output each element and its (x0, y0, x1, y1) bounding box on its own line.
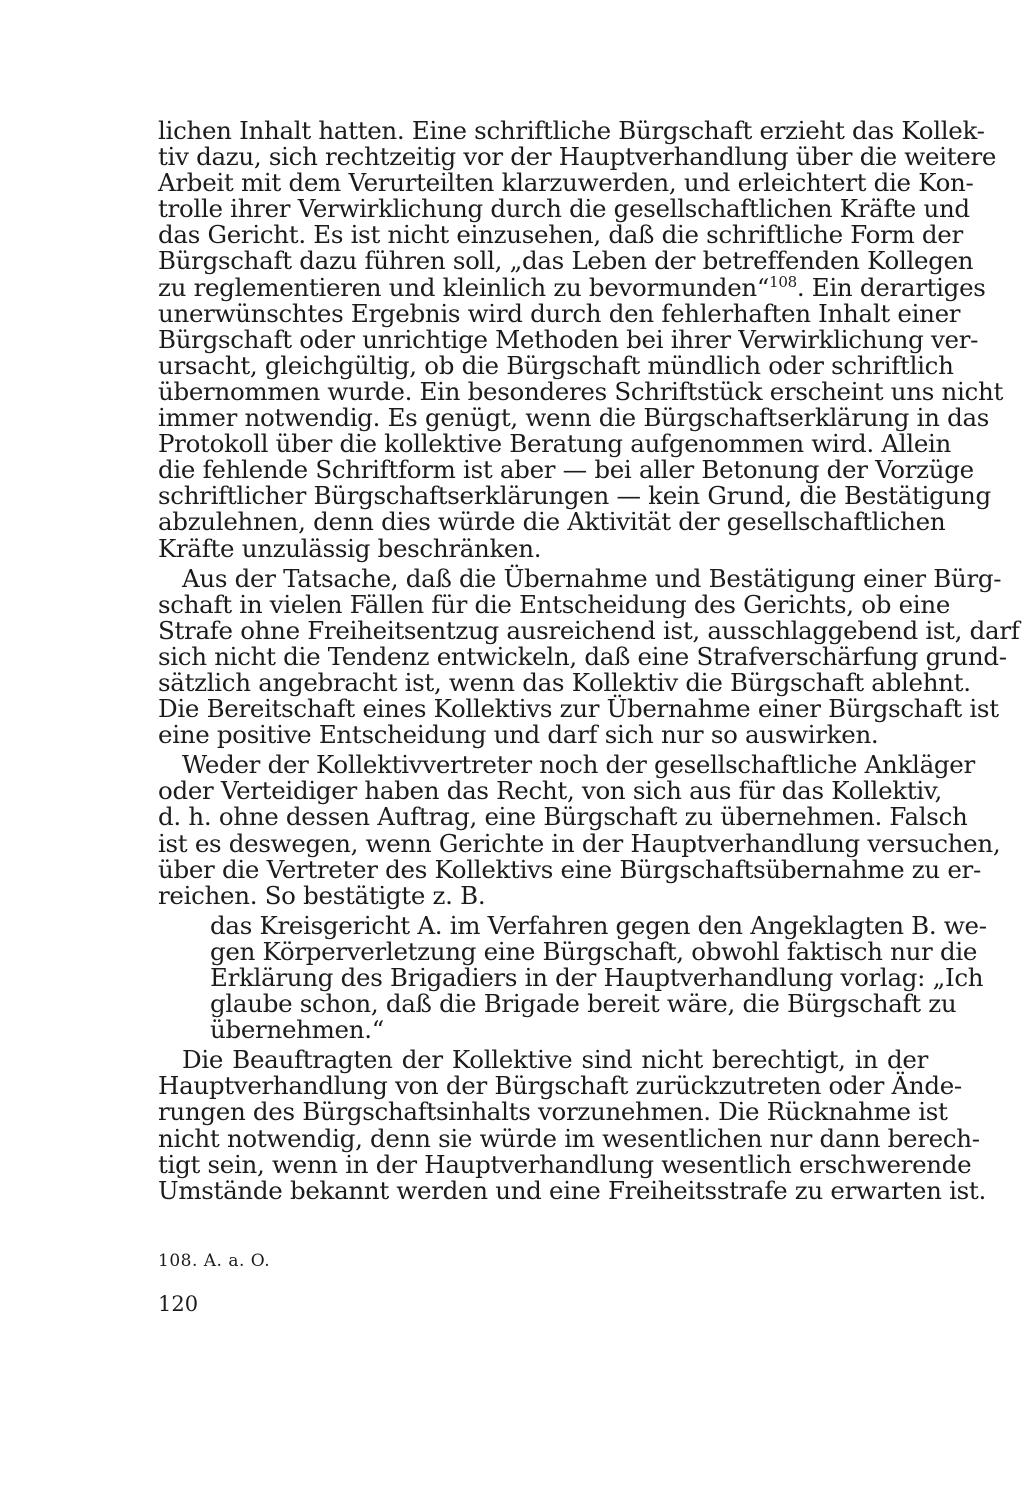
text-line: über die Vertreter des Kollektivs eine Bürgschaftsübernahme zu er- (158, 854, 981, 884)
text-line: reichen. So bestätigte z. B. (158, 880, 486, 910)
text-line: trolle ihrer Verwirklichung durch die gesellschaftlichen Kräfte und (158, 194, 970, 224)
text-line: Erklärung des Brigadiers in der Hauptverhandlung vorlag: „Ich (210, 963, 984, 992)
text-line: ursacht, gleichgültig, ob die Bürgschaft mündlich oder schriftlich (158, 350, 954, 380)
text-line: Umstände bekannt werden und eine Freiheitsstrafe zu erwarten ist. (158, 1175, 986, 1205)
text-line: Die Beauftragten der Kollektive sind nicht berechtigt, in der (182, 1045, 928, 1075)
text-line: Arbeit mit dem Verurteilten klarzuwerden, und erleichtert die Kon- (158, 168, 974, 198)
text-line: zu reglementieren und kleinlich zu bevormunden“$^{108}$. Ein derartiges (158, 272, 986, 302)
text-line: unerwünschtes Ergebnis wird durch den fehlerhaften Inhalt einer (158, 298, 961, 328)
text-line: gen Körperverletzung eine Bürgschaft, obwohl faktisch nur die (210, 936, 978, 966)
text-line: immer notwendig. Es genügt, wenn die Bürgschaftserklärung in das (158, 403, 990, 433)
text-line: übernommen wurde. Ein besonderes Schriftstück erscheint uns nicht (158, 376, 1003, 406)
text-line: Bürgschaft oder unrichtige Methoden bei ihrer Verwirklichung ver- (158, 324, 979, 354)
text-line: tigt sein, wenn in der Hauptverhandlung wesentlich erschwerende (158, 1149, 972, 1179)
page-number: 120 (158, 1292, 199, 1316)
text-line: lichen Inhalt hatten. Eine schriftliche Bürgschaft erzieht das Kollek- (158, 116, 985, 145)
text-line: Protokoll über die kollektive Beratung aufgenommen wird. Allein (158, 429, 952, 459)
text-line: sätzlich angebracht ist, wenn das Kollektiv die Bürgschaft ablehnt. (158, 667, 971, 697)
text-line: Strafe ohne Freiheitsentzug ausreichend ist, ausschlaggebend ist, darf (158, 615, 1020, 645)
text-line: glaube schon, daß die Brigade bereit wäre, die Bürgschaft zu (210, 989, 957, 1019)
text-line: Bürgschaft dazu führen soll, „das Leben der betreffenden Kollegen (158, 246, 974, 276)
text-line: abzulehnen, denn dies würde die Aktivität der gesellschaftlichen (158, 507, 946, 537)
text-line: die fehlende Schriftform ist aber — bei aller Betonung der Vorzüge (158, 455, 974, 485)
text-line: Hauptverhandlung von der Bürgschaft zurückzutreten oder Ände- (158, 1071, 962, 1101)
text-line: rungen des Bürgschaftsinhalts vorzunehmen. Die Rücknahme ist (158, 1097, 948, 1127)
footnote: 108. A. a. O. (158, 1251, 271, 1271)
text-line: oder Verteidiger haben das Recht, von sich aus für das Kollektiv, (158, 776, 943, 806)
text-line: d. h. ohne dessen Auftrag, eine Bürgschaft zu übernehmen. Falsch (158, 802, 968, 832)
text-line: nicht notwendig, denn sie würde im wesentlichen nur dann berech- (158, 1123, 980, 1153)
text-line: schaft in vielen Fällen für die Entscheidung des Gerichts, ob eine (158, 589, 951, 619)
text-line: tiv dazu, sich rechtzeitig vor der Hauptverhandlung über die weitere (158, 142, 997, 172)
text-line: das Kreisgericht A. im Verfahren gegen den Angeklagten B. we- (210, 910, 987, 940)
text-line: Kräfte unzulässig beschränken. (158, 533, 542, 563)
text-line: sich nicht die Tendenz entwickeln, daß eine Strafverschärfung grund- (158, 641, 1007, 671)
text-line: das Gericht. Es ist nicht einzusehen, daß die schriftliche Form der (158, 220, 963, 250)
text-line: übernehmen.“ (210, 1015, 384, 1045)
text-line: ist es deswegen, wenn Gerichte in der Hauptverhandlung versuchen, (158, 828, 1001, 858)
text-line: schriftlicher Bürgschaftserklärungen — kein Grund, die Bestätigung (158, 481, 991, 511)
text-line: Die Bereitschaft eines Kollektivs zur Übernahme einer Bürgschaft ist (158, 694, 999, 724)
page-body (158, 116, 1020, 1205)
text-line: Weder der Kollektivvertreter noch der gesellschaftliche Ankläger (182, 750, 975, 780)
text-line: Aus der Tatsache, daß die Übernahme und Bestätigung einer Bürg- (182, 563, 1002, 593)
text-line: eine positive Entscheidung und darf sich nur so auswirken. (158, 720, 879, 750)
